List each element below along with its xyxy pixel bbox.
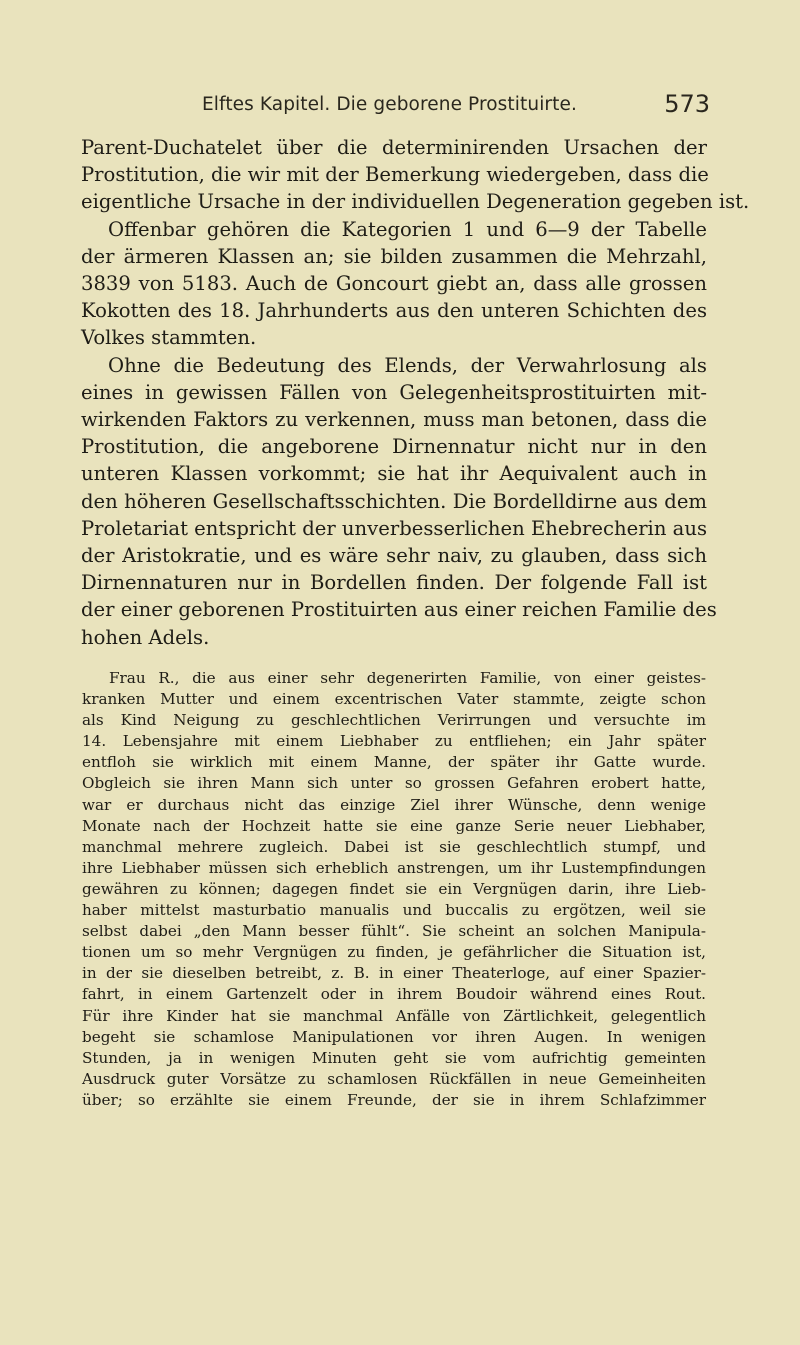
text-line: über; so erzählte sie einem Freunde, der sie in ihrem Schlafzimmer (82, 1090, 706, 1109)
text-line: Offenbar gehören die Kategorien 1 und 6—9 der Tabelle (108, 217, 707, 241)
text-line: der ärmeren Klassen an; sie bilden zusammen die Mehrzahl, (81, 244, 707, 268)
text-line: Volkes stammten. (81, 326, 257, 350)
text-line: eines in gewissen Fällen von Gelegenheitsprostituirten mit- (81, 380, 707, 404)
paragraph-1 (81, 134, 750, 352)
text-line: selbst dabei „den Mann besser fühlt“. Sie scheint an solchen Manipula- (82, 922, 706, 941)
text-line: haber mittelst masturbatio manualis und buccalis zu ergötzen, weil sie (82, 901, 706, 920)
text-line: 14. Lebensjahre mit einem Liebhaber zu entfliehen; ein Jahr später (82, 732, 706, 751)
text-line: Parent-Duchatelet über die determinirenden Ursachen der (81, 136, 707, 159)
text-line: Prostitution, die angeborene Dirnennatur nicht nur in den (81, 435, 707, 459)
text-line: Monate nach der Hochzeit hatte sie eine ganze Serie neuer Liebhaber, (82, 816, 706, 835)
text-line: Ohne die Bedeutung des Elends, der Verwahrlosung als (108, 353, 707, 377)
text-line: eigentliche Ursache in der individuellen Degeneration gegeben ist. (81, 190, 750, 214)
text-line: wirkenden Faktors zu verkennen, muss man betonen, dass die (81, 408, 707, 432)
main-text (81, 134, 750, 651)
text-line: begeht sie schamlose Manipulationen vor ihren Augen. In wenigen (82, 1027, 706, 1046)
text-line: in der sie dieselben betreibt, z. B. in einer Theaterloge, auf einer Spazier- (82, 964, 706, 983)
page-header (80, 92, 720, 128)
text-line: kranken Mutter und einem excentrischen Vater stammte, zeigte schon (82, 690, 706, 709)
text-line: 3839 von 5183. Auch de Goncourt giebt an, dass alle grossen (81, 272, 707, 296)
text-line: war er durchaus nicht das einzige Ziel ihrer Wünsche, denn wenige (82, 795, 706, 814)
text-line: tionen um so mehr Vergnügen zu finden, je gefährlicher die Situation ist, (82, 943, 706, 962)
text-line: manchmal mehrere zugleich. Dabei ist sie geschlechtlich stumpf, und (82, 837, 706, 856)
text-line: als Kind Neigung zu geschlechtlichen Verirrungen und versuchte im (82, 711, 706, 730)
text-line: Kokotten des 18. Jahrhunderts aus den unteren Schichten des (81, 299, 707, 323)
text-line: hohen Adels. (81, 625, 210, 649)
text-line: ihre Liebhaber müssen sich erheblich anstrengen, um ihr Lustempfindungen (82, 858, 706, 877)
text-line: Stunden, ja in wenigen Minuten geht sie vom aufrichtig gemeinten (82, 1048, 706, 1067)
text-line: gewähren zu können; dagegen findet sie ein Vergnügen darin, ihre Lieb- (82, 879, 706, 898)
text-line: Obgleich sie ihren Mann sich unter so grossen Gefahren erobert hatte, (82, 774, 706, 793)
text-line: unteren Klassen vorkommt; sie hat ihr Aequivalent auch in (81, 462, 707, 486)
text-line: Ausdruck guter Vorsätze zu schamlosen Rückfällen in neue Gemeinheiten (82, 1069, 706, 1088)
text-line: Dirnennaturen nur in Bordellen finden. Der folgende Fall ist (81, 571, 707, 595)
text-line: entfloh sie wirklich mit einem Manne, der später ihr Gatte wurde. (82, 753, 706, 772)
case-report (82, 668, 706, 1111)
text-line: Für ihre Kinder hat sie manchmal Anfälle von Zärtlichkeit, gelegentlich (82, 1006, 706, 1025)
text-line: Frau R., die aus einer sehr degenerirten Familie, von einer geistes- (109, 669, 706, 687)
text-line: der einer geborenen Prostituirten aus einer reichen Familie des (81, 598, 717, 622)
text-line: den höheren Gesellschaftsschichten. Die Bordelldirne aus dem (81, 489, 707, 513)
text-line: fahrt, in einem Gartenzelt oder in ihrem Boudoir während eines Rout. (82, 985, 706, 1004)
running-head: Elftes Kapitel. Die geborene Prostituirte. (202, 94, 577, 115)
text-line: Prostitution, die wir mit der Bemerkung wiedergeben, dass die (81, 163, 709, 187)
text-line: der Aristokratie, und es wäre sehr naiv, zu glauben, dass sich (81, 544, 707, 568)
text-line: Proletariat entspricht der unverbesserlichen Ehebrecherin aus (81, 516, 708, 540)
paragraph-2 (81, 352, 717, 651)
page-number: 573 (664, 90, 710, 118)
